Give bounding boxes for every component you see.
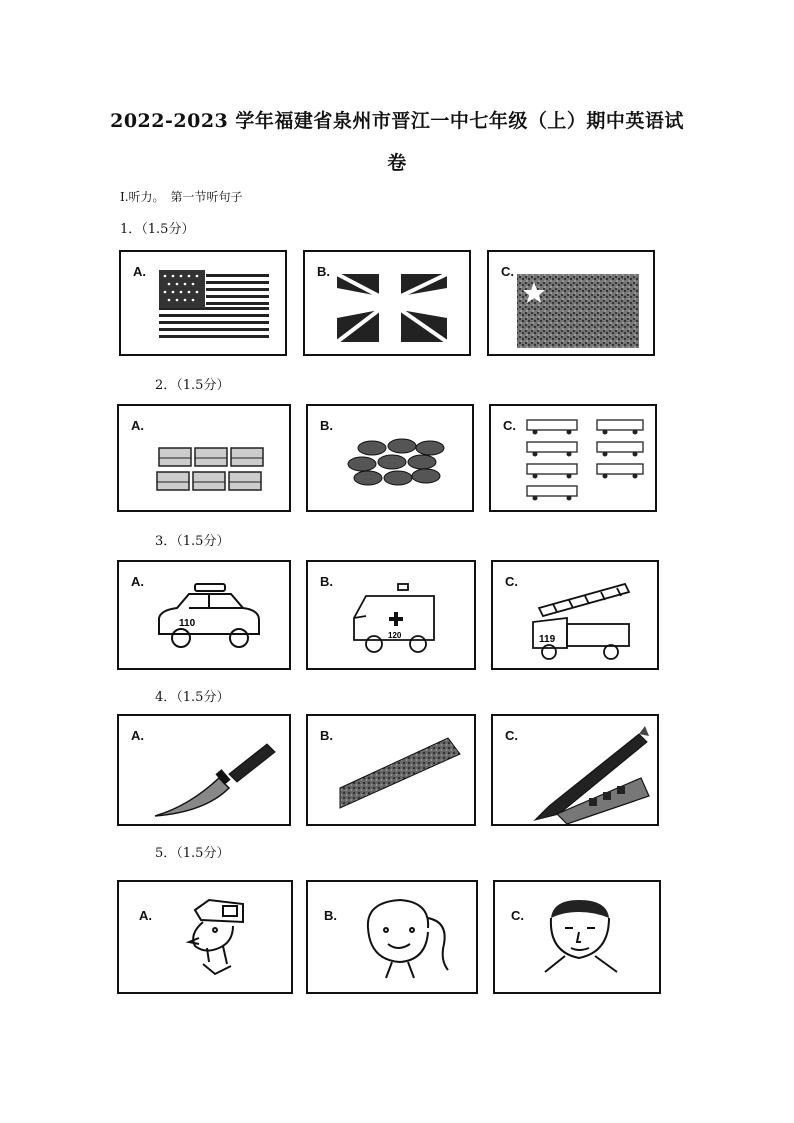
police-number: 110 bbox=[179, 618, 196, 629]
q3-option-b[interactable] bbox=[306, 560, 476, 670]
option-letter: B. bbox=[320, 728, 333, 743]
ambulance-number: 120 bbox=[388, 631, 402, 640]
q4-option-c[interactable] bbox=[491, 714, 659, 826]
china-flag-icon bbox=[489, 252, 653, 354]
buses-icon bbox=[491, 406, 655, 510]
option-letter: B. bbox=[317, 264, 330, 279]
q4-option-a[interactable] bbox=[117, 714, 291, 826]
girl-icon bbox=[308, 882, 476, 992]
option-letter: A. bbox=[131, 728, 144, 743]
option-letter: C. bbox=[503, 418, 516, 433]
q3-option-a[interactable] bbox=[117, 560, 291, 670]
boy-icon bbox=[495, 882, 659, 992]
q2-option-b[interactable] bbox=[306, 404, 474, 512]
question-1-label: 1．（1.5分） bbox=[120, 222, 195, 237]
option-letter: B. bbox=[324, 908, 337, 923]
q2-option-a[interactable] bbox=[117, 404, 291, 512]
cars-icon bbox=[308, 406, 472, 510]
q3-option-c[interactable] bbox=[491, 560, 659, 670]
q1-option-a[interactable] bbox=[119, 250, 287, 356]
q5-option-a[interactable] bbox=[117, 880, 293, 994]
option-letter: A. bbox=[131, 418, 144, 433]
question-4-label: 4．（1.5分） bbox=[155, 690, 230, 705]
boxes-icon bbox=[119, 406, 289, 510]
option-letter: A. bbox=[133, 264, 146, 279]
page-title-continued: 卷 bbox=[387, 152, 407, 174]
option-letter: B. bbox=[320, 418, 333, 433]
question-2-label: 2．（1.5分） bbox=[155, 378, 230, 393]
question-5-label: 5．（1.5分） bbox=[155, 846, 230, 861]
q5-option-c[interactable] bbox=[493, 880, 661, 994]
option-letter: C. bbox=[501, 264, 514, 279]
ambulance-icon bbox=[308, 562, 474, 668]
q4-option-b[interactable] bbox=[306, 714, 476, 826]
question-3-label: 3．（1.5分） bbox=[155, 534, 230, 549]
old-man-icon bbox=[119, 882, 291, 992]
option-letter: B. bbox=[320, 574, 333, 589]
option-letter: A. bbox=[131, 574, 144, 589]
option-letter: C. bbox=[505, 728, 518, 743]
q1-option-c[interactable] bbox=[487, 250, 655, 356]
ruler-icon bbox=[308, 716, 474, 824]
uk-flag-icon bbox=[305, 252, 469, 354]
police-car-icon bbox=[119, 562, 289, 668]
fire-number: 119 bbox=[539, 634, 556, 645]
q2-option-c[interactable] bbox=[489, 404, 657, 512]
q1-option-b[interactable] bbox=[303, 250, 471, 356]
knife-icon bbox=[119, 716, 289, 824]
section-heading: Ⅰ.听力。 第一节听句子 bbox=[120, 190, 243, 204]
option-letter: A. bbox=[139, 908, 152, 923]
option-letter: C. bbox=[511, 908, 524, 923]
pen-icon bbox=[493, 716, 657, 824]
option-letter: C. bbox=[505, 574, 518, 589]
usa-flag-icon bbox=[121, 252, 285, 354]
fire-truck-icon bbox=[493, 562, 657, 668]
q5-option-b[interactable] bbox=[306, 880, 478, 994]
page-title: 2022-2023 学年福建省泉州市晋江一中七年级（上）期中英语试 bbox=[110, 110, 684, 132]
